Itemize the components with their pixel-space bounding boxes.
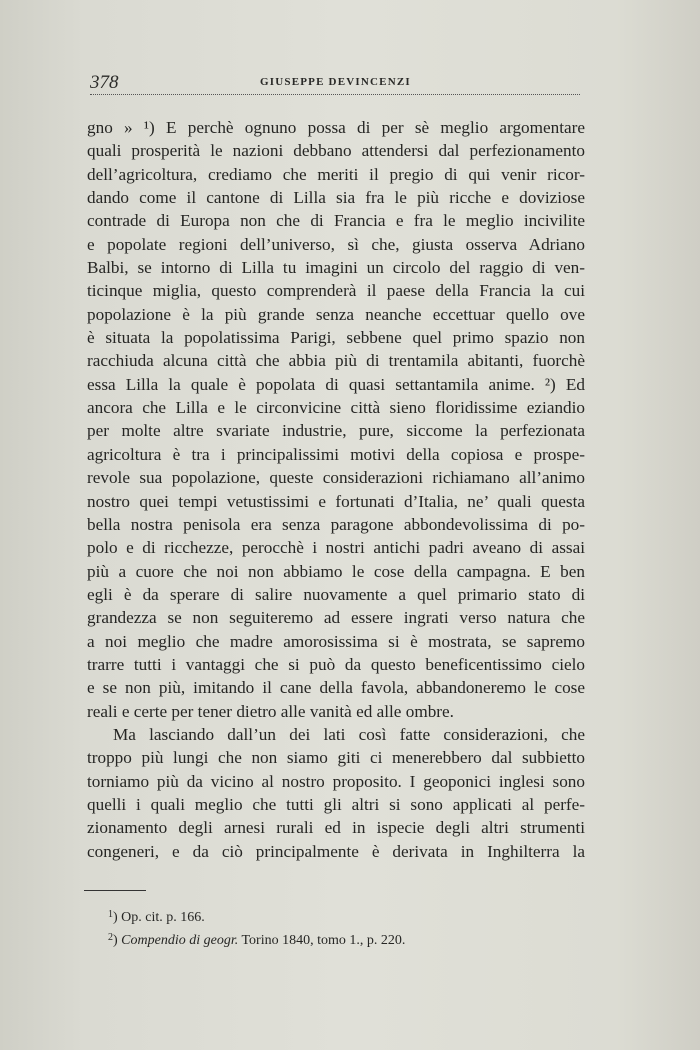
text-line: revole sua popolazione, queste considerazioni richiamano all’animo <box>87 468 585 488</box>
text-line: racchiuda alcuna città che abbia più di trentamila abitanti, fuorchè <box>87 351 585 371</box>
footnote-number: 2 <box>108 932 113 943</box>
text-line: Ma lasciando dall’un dei lati così fatte considerazioni, che <box>113 724 585 744</box>
page-number: 378 <box>90 72 119 93</box>
text-line: reali e certe per tener dietro alle vanità ed alle ombre. <box>87 701 454 721</box>
text-line: più a cuore che noi non abbiamo le cose della campagna. E ben <box>87 561 585 581</box>
text-line: bella nostra penisola era senza paragone abbondevolissima di po- <box>87 514 585 534</box>
footnote-text: Op. cit. p. 166. <box>121 910 205 925</box>
text-line: per molte altre svariate industrie, pure, siccome la perfezionata <box>87 421 585 441</box>
text-line: è situata la popolatissima Parigi, sebbene quel primo spazio non <box>87 328 585 348</box>
text-line: dando come il cantone di Lilla sia fra le più ricche e doviziose <box>87 188 585 208</box>
text-line: essa Lilla la quale è popolata di quasi settantamila anime. ²) Ed <box>87 374 585 394</box>
text-line: troppo più lungi che non siamo giti ci menerebbero dal subbietto <box>87 748 585 768</box>
text-line: ancora che Lilla e le circonvicine città sieno floridissime eziandio <box>87 398 585 418</box>
footnote-2: $^2$) Compendio di geogr. Torino 1840, tomo 1., p. 220. <box>108 932 406 948</box>
text-line: popolazione è la più grande senza neanche eccettuar quello ove <box>87 304 585 324</box>
text-line: grandezza se non seguiteremo ad essere ingrati verso natura che <box>87 608 585 628</box>
text-line: contrade di Europa non che di Francia e fra le meglio incivilite <box>87 211 585 231</box>
text-line: torniamo più da vicino al nostro proposito. I geoponici inglesi sono <box>87 771 585 791</box>
text-line: polo e di ricchezze, perocchè i nostri antichi padri aveano di assai <box>87 538 585 558</box>
text-line: e se non più, imitando il cane della favola, abbandoneremo le cose <box>87 678 585 698</box>
text-line: congeneri, e da ciò principalmente è derivata in Inghilterra la <box>87 841 585 861</box>
footnote-text: Torino 1840, tomo 1., p. 220. <box>241 933 406 948</box>
text-line: egli è da sperare di salire nuovamente a quel primario stato di <box>87 584 585 604</box>
footnote-number: 1 <box>108 909 113 920</box>
text-line: quelli i quali meglio che tutti gli altri si sono applicati al perfe- <box>87 794 585 814</box>
text-line: agricoltura è tra i principalissimi motivi della copiosa e prospe- <box>87 444 585 464</box>
text-line: dell’agricoltura, crediamo che meriti il pregio di qui venir ricor- <box>87 164 585 184</box>
text-line: e popolate regioni dell’universo, sì che, giusta osserva Adriano <box>87 234 585 254</box>
footnotes <box>108 905 588 951</box>
running-title: GIUSEPPE DEVINCENZI <box>260 76 411 88</box>
header-rule <box>90 94 580 95</box>
running-head <box>90 72 580 98</box>
text-line: gno » ¹) E perchè ognuno possa di per sè meglio argomentare <box>87 118 585 137</box>
text-line: ticinque miglia, questo comprenderà il paese della Francia la cui <box>87 281 585 301</box>
text-line: zionamento degli arnesi rurali ed in ispecie degli altri strumenti <box>87 818 585 838</box>
footnote-italic-title: Compendio di geogr. <box>121 933 239 948</box>
text-line: nostro quei tempi vetustissimi e fortunati d’Italia, ne’ quali questa <box>87 491 585 511</box>
text-line: trarre tutti i vantaggi che si può da questo beneficentissimo cielo <box>87 654 585 674</box>
footnote-1: $^1$) Op. cit. p. 166. <box>108 909 205 925</box>
text-line: Balbi, se intorno di Lilla tu imagini un circolo del raggio di ven- <box>87 258 585 278</box>
text-line: a noi meglio che madre amorosissima si è mostrata, se sapremo <box>87 631 585 651</box>
body-text <box>87 116 585 863</box>
footnote-rule <box>84 890 146 891</box>
text-line: quali prosperità le nazioni debbano attendersi dal perfezionamento <box>87 141 585 161</box>
